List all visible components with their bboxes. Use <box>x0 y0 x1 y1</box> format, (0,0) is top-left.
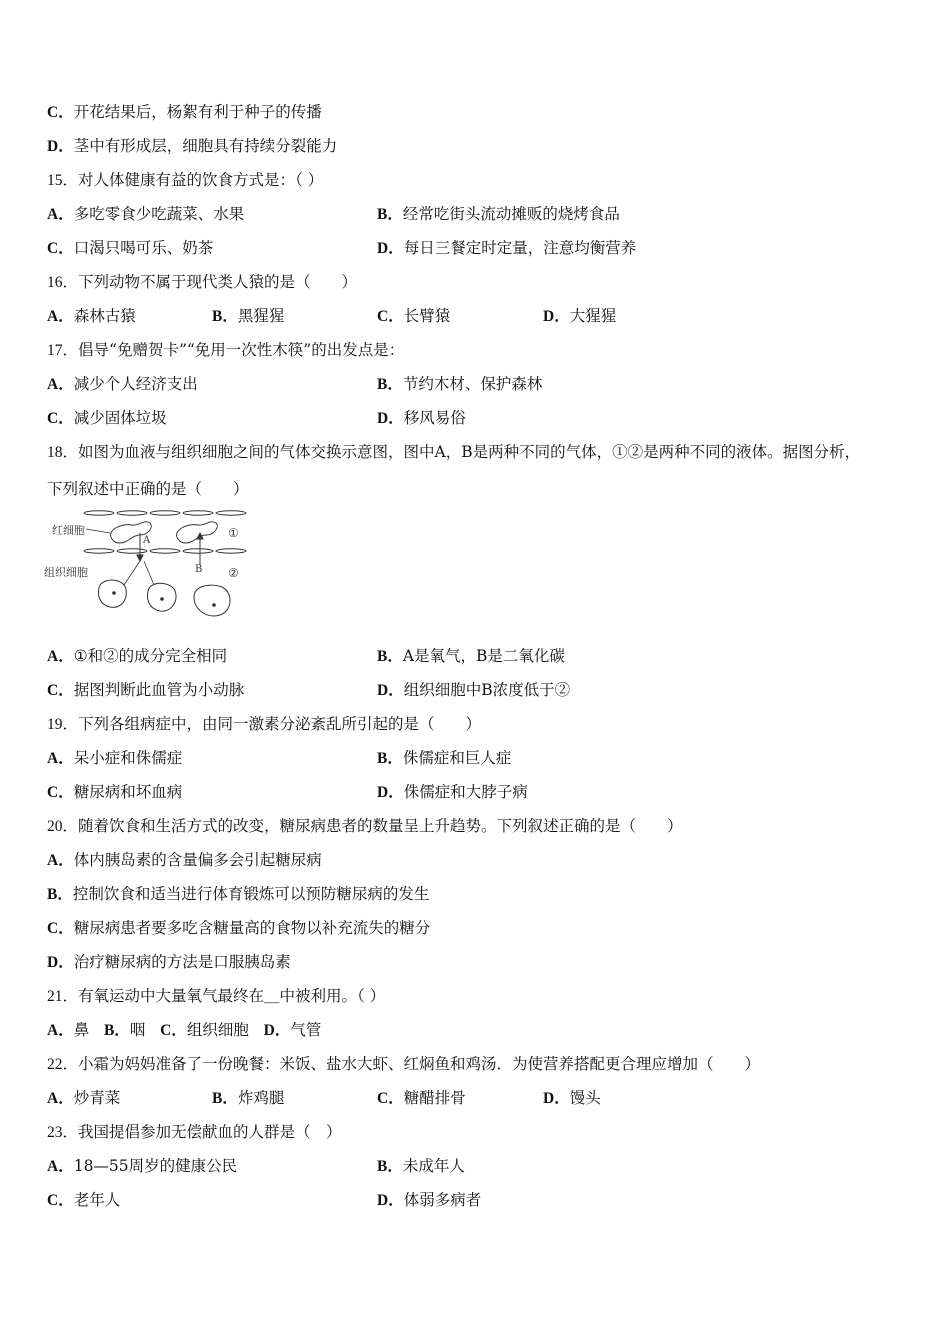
option-b: B．未成年人 <box>377 1157 465 1175</box>
option-c: C．长臂猿 <box>377 307 451 325</box>
option-b: B．黑猩猩 <box>212 307 285 325</box>
question-21-options: A．鼻 B．咽 C．组织细胞 D．气管 <box>47 1021 322 1039</box>
option-b: B．炸鸡腿 <box>212 1089 285 1107</box>
label-red-blood-cell: 红细胞 <box>52 524 85 537</box>
option-b: B．A是氧气，B是二氧化碳 <box>377 647 565 665</box>
option-d: D．侏儒症和大脖子病 <box>377 783 528 801</box>
question-18-stem-cont: 下列叙述中正确的是（ ） <box>47 480 249 498</box>
option-d: D．大猩猩 <box>543 307 617 325</box>
option-c: C．糖尿病和坏血病 <box>47 783 183 801</box>
question-17-stem: 17．倡导“免赠贺卡”“免用一次性木筷”的出发点是： <box>47 341 405 359</box>
gas-exchange-figure <box>44 505 254 625</box>
tissue-cell <box>148 583 177 611</box>
option-b: B．节约木材、保护森林 <box>377 375 543 393</box>
option-c: C．口渴只喝可乐、奶茶 <box>47 239 214 257</box>
option-d: D．移风易俗 <box>377 409 466 427</box>
label-1: ① <box>228 526 239 540</box>
tissue-cell <box>194 585 230 616</box>
question-21-stem: 21．有氧运动中大量氧气最终在＿中被利用。（ ） <box>47 987 386 1005</box>
question-15-stem: 15．对人体健康有益的饮食方式是：（ ） <box>47 171 324 189</box>
option-d: D．组织细胞中B浓度低于② <box>377 681 571 699</box>
question-18-stem: 18．如图为血液与组织细胞之间的气体交换示意图，图中A，B是两种不同的气体，①②是两种不同的液体。据图分析， <box>47 443 861 461</box>
option-a: A．炒青菜 <box>47 1089 121 1107</box>
option-b: B．控制饮食和适当进行体育锻炼可以预防糖尿病的发生 <box>47 885 430 903</box>
question-22-stem: 22．小霜为妈妈准备了一份晚餐：米饭、盐水大虾、红焖鱼和鸡汤．为使营养搭配更合理应增加（ ） <box>47 1055 761 1073</box>
question-20-stem: 20．随着饮食和生活方式的改变，糖尿病患者的数量呈上升趋势。下列叙述正确的是（ ） <box>47 817 683 835</box>
option-c: C．糖醋排骨 <box>377 1089 466 1107</box>
question-16-stem: 16．下列动物不属于现代类人猿的是（ ） <box>47 273 358 291</box>
label-b: B <box>195 564 203 575</box>
question-23-stem: 23．我国提倡参加无偿献血的人群是（ ） <box>47 1123 342 1141</box>
option-c: C．糖尿病患者要多吃含糖量高的食物以补充流失的糖分 <box>47 919 431 937</box>
option-c: C．减少固体垃圾 <box>47 409 167 427</box>
label-pointer <box>86 529 110 533</box>
option-d: D．茎中有形成层，细胞具有持续分裂能力 <box>47 137 338 155</box>
option-a: A．18—55周岁的健康公民 <box>47 1157 238 1175</box>
question-19-stem: 19．下列各组病症中，由同一激素分泌紊乱所引起的是（ ） <box>47 715 482 733</box>
vessel-wall-top <box>84 511 246 515</box>
option-c: C．据图判断此血管为小动脉 <box>47 681 245 699</box>
option-a: A．森林古猿 <box>47 307 136 325</box>
label-tissue-cell: 组织细胞 <box>44 566 88 579</box>
option-c: C．开花结果后，杨絮有利于种子的传播 <box>47 103 322 121</box>
label-a: A <box>143 535 151 546</box>
option-a: A．呆小症和侏儒症 <box>47 749 183 767</box>
option-d: D．馒头 <box>543 1089 601 1107</box>
label-2: ② <box>228 566 239 580</box>
option-d: D．每日三餐定时定量，注意均衡营养 <box>377 239 637 257</box>
option-a: A．①和②的成分完全相同 <box>47 647 228 665</box>
option-b: B．侏儒症和巨人症 <box>377 749 512 767</box>
option-a: A．多吃零食少吃蔬菜、水果 <box>47 205 245 223</box>
red-blood-cell <box>177 522 218 543</box>
option-a: A．减少个人经济支出 <box>47 375 198 393</box>
option-a: A．体内胰岛素的含量偏多会引起糖尿病 <box>47 851 322 869</box>
option-b: B．经常吃街头流动摊贩的烧烤食品 <box>377 205 620 223</box>
option-d: D．体弱多病者 <box>377 1191 482 1209</box>
option-c: C．老年人 <box>47 1191 121 1209</box>
vessel-wall-bottom <box>84 549 246 553</box>
option-d: D．治疗糖尿病的方法是口服胰岛素 <box>47 953 291 971</box>
